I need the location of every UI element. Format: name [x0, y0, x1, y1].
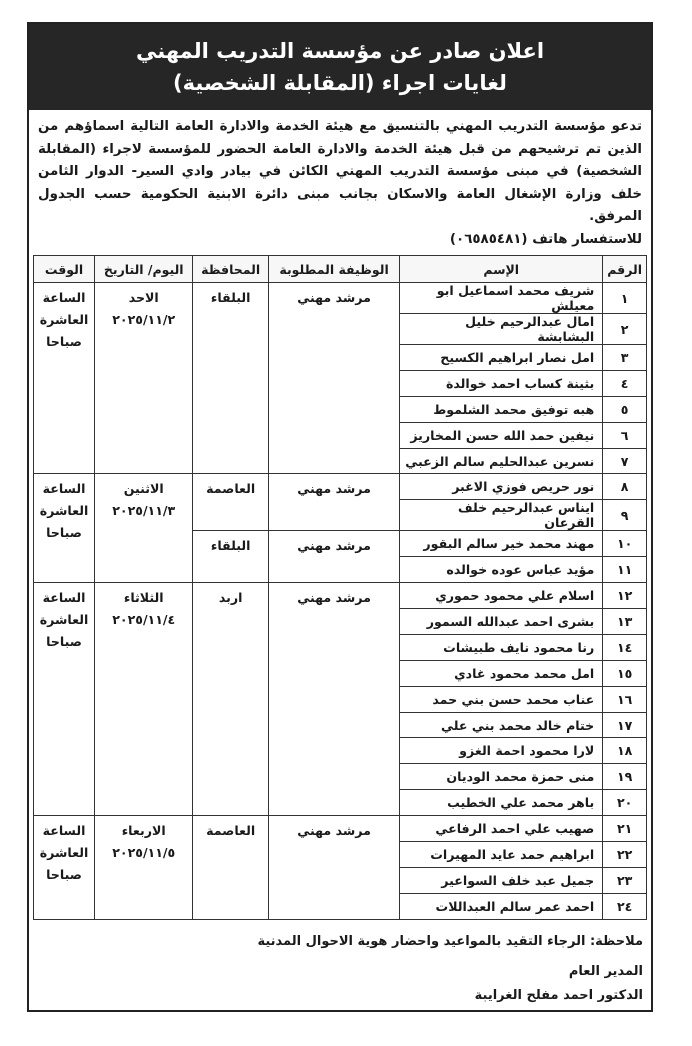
table-row: [34, 816, 647, 842]
row-number: ٢: [603, 314, 647, 345]
interview-schedule-table: [33, 255, 647, 920]
table-row: [34, 583, 647, 609]
candidate-name: صهيب علي احمد الرفاعي: [400, 816, 603, 842]
header-title: اعلان صادر عن مؤسسة التدريب المهني: [136, 39, 545, 63]
interview-day: الاحد: [128, 290, 159, 305]
header-job: الوظيفة المطلوبة: [268, 256, 399, 283]
row-number: ١٢: [603, 583, 647, 609]
day-date-cell: [95, 816, 193, 920]
row-number: ١٦: [603, 686, 647, 712]
intro-text: تدعو مؤسسة التدريب المهني بالتنسيق مع هيئة الخدمة والادارة العامة التالية اسماؤهم من الذين تم ترشيحهم من قبل هيئة الخدمة والادارة العامة الحضور للمؤسسة لاجراء (المقابلة الشخصية) في مبنى مؤسسة التدريب المهني الكائن في بيادر وادي السير- الدوار الثامن خلف وزارة الإشغال العامة والاسكان بجانب مبنى دائرة الابنية الحكومية حسب الجدول المرفق.: [38, 119, 642, 224]
interview-day: الثلاثاء: [123, 590, 164, 606]
header-day-date: اليوم/ التاريخ: [95, 256, 193, 283]
candidate-name: ايناس عبدالرحيم خلف القرعان: [400, 500, 603, 531]
footer-note: ملاحظة: الرجاء التقيد بالمواعيد واحضار هوية الاحوال المدنية: [257, 934, 643, 949]
governorate: العاصمة: [193, 816, 268, 920]
candidate-name: جميل عبد خلف السواعير: [400, 867, 603, 893]
row-number: ٧: [603, 448, 647, 474]
candidate-name: عناب محمد حسن بني حمد: [400, 686, 603, 712]
candidate-name: ختام خالد محمد بني علي: [400, 712, 603, 738]
candidate-name: امل نصار ابراهيم الكسيح: [400, 345, 603, 371]
job-title: مرشد مهني: [268, 283, 399, 474]
interview-date: ٢٠٢٥/١١/٢: [112, 312, 176, 327]
row-number: ٨: [603, 474, 647, 500]
candidate-name: باهر محمد علي الخطيب: [400, 790, 603, 816]
candidate-name: امال عبدالرحيم خليل البشابشة: [400, 314, 603, 345]
header-number: الرقم: [603, 256, 647, 283]
candidate-name: امل محمد محمود غادي: [400, 660, 603, 686]
row-number: ٦: [603, 422, 647, 448]
row-number: ٣: [603, 345, 647, 371]
candidate-name: نيفين حمد الله حسن المخاريز: [400, 422, 603, 448]
signer-name: الدكتور احمد مفلح الغرايبة: [474, 988, 643, 1003]
row-number: ٢٤: [603, 893, 647, 919]
interview-date: ٢٠٢٥/١١/٥: [112, 845, 176, 861]
day-date-cell: [95, 583, 193, 816]
phone-number: (٠٦٥٨٥٤٨١): [449, 231, 528, 247]
interview-time: الساعة العاشرة صباحا: [34, 583, 95, 816]
candidate-name: هبه توفيق محمد الشلموط: [400, 396, 603, 422]
intro-paragraph: [29, 110, 651, 251]
candidate-name: مهند محمد خير سالم البقور: [400, 531, 603, 557]
row-number: ١٤: [603, 634, 647, 660]
announcement-header: [29, 24, 651, 110]
candidate-name: مؤيد عباس عوده خوالده: [400, 557, 603, 583]
candidate-name: ابراهيم حمد عايد المهيرات: [400, 842, 603, 868]
header-time: الوقت: [34, 256, 95, 283]
interview-date: ٢٠٢٥/١١/٣: [112, 503, 176, 519]
row-number: ١: [603, 283, 647, 314]
candidate-name: بثينة كساب احمد خوالدة: [400, 370, 603, 396]
interview-day: الاربعاء: [121, 823, 166, 839]
governorate: البلقاء: [193, 531, 268, 583]
candidate-name: نور حريص فوزي الاغبر: [400, 474, 603, 500]
row-number: ٥: [603, 396, 647, 422]
signer-title: المدير العام: [568, 964, 643, 979]
table-header-row: [34, 256, 647, 283]
announcement: [27, 22, 653, 1012]
candidate-name: لارا محمود احمة الغزو: [400, 738, 603, 764]
row-number: ٢٢: [603, 842, 647, 868]
governorate: العاصمة: [193, 474, 268, 531]
day-date-cell: [95, 474, 193, 583]
candidate-name: بشرى احمد عبدالله السمور: [400, 609, 603, 635]
governorate: اربد: [193, 583, 268, 816]
row-number: ١٣: [603, 609, 647, 635]
table-row: [34, 474, 647, 500]
row-number: ٩: [603, 500, 647, 531]
job-title: مرشد مهني: [268, 474, 399, 531]
interview-time: الساعة العاشرة صباحا: [34, 816, 95, 920]
row-number: ٤: [603, 370, 647, 396]
row-number: ١٨: [603, 738, 647, 764]
candidate-name: رنا محمود نايف طبيشات: [400, 634, 603, 660]
candidate-name: نسرين عبدالحليم سالم الزعبي: [400, 448, 603, 474]
interview-time: الساعة العاشرة صباحا: [34, 474, 95, 583]
phone-label: للاستفسار هاتف: [532, 231, 642, 247]
interview-day: الاثنين: [123, 481, 164, 497]
header-governorate: المحافظة: [193, 256, 268, 283]
interview-date: ٢٠٢٥/١١/٤: [112, 612, 176, 628]
candidate-name: احمد عمر سالم العبداللات: [400, 893, 603, 919]
row-number: ١٠: [603, 531, 647, 557]
governorate: البلقاء: [193, 283, 268, 474]
row-number: ٢٣: [603, 867, 647, 893]
candidate-name: شريف محمد اسماعيل ابو معيلش: [400, 283, 603, 314]
row-number: ٢٠: [603, 790, 647, 816]
table-body: [34, 283, 647, 920]
row-number: ١٧: [603, 712, 647, 738]
table-row: [34, 283, 647, 314]
day-date-cell: [95, 283, 193, 474]
row-number: ١١: [603, 557, 647, 583]
job-title: مرشد مهني: [268, 531, 399, 583]
header-subtitle: لغايات اجراء (المقابلة الشخصية): [173, 71, 507, 95]
job-title: مرشد مهني: [268, 816, 399, 920]
candidate-name: منى حمزة محمد الوديان: [400, 764, 603, 790]
row-number: ٢١: [603, 816, 647, 842]
row-number: ١٩: [603, 764, 647, 790]
job-title: مرشد مهني: [268, 583, 399, 816]
header-name: الإسم: [400, 256, 603, 283]
candidate-name: اسلام علي محمود حموري: [400, 583, 603, 609]
row-number: ١٥: [603, 660, 647, 686]
interview-time: الساعة العاشرة صباحا: [34, 283, 95, 474]
